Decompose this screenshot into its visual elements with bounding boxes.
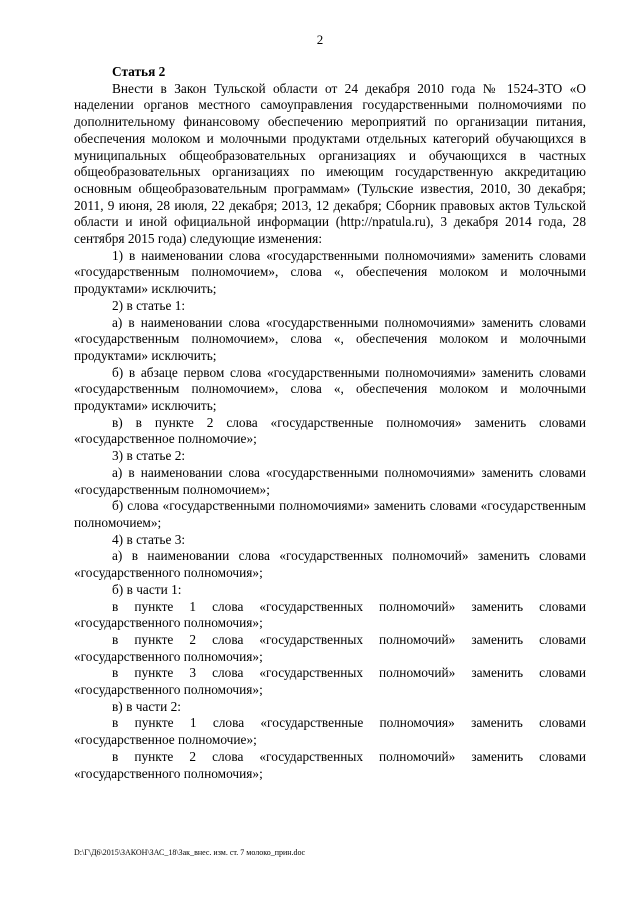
file-path-footer: D:\Г\Д6\2015\ЗАКОН\ЗАС_18\Зак_внес. изм. ст. 7 молоко_прин.doc	[74, 848, 306, 857]
list-item: а) в наименовании слова «государственными полномочиями» заменить словами «государственным полномочием», слова «, обеспечения молоком и молочными продуктами» исключить;	[74, 314, 586, 363]
list-item: 3) в статье 2:	[112, 448, 186, 464]
list-item: б) слова «государственными полномочиями» заменить словами «государственным полномочием»;	[74, 498, 586, 530]
list-item: в пункте 1 слова «государственные полномочия» заменить словами «государственное полномочие»;	[74, 715, 586, 748]
list-item: в пункте 2 слова «государственных полномочий» заменить словами «государственного полномочия»;	[74, 748, 586, 781]
list-item: б) в части 1:	[112, 581, 182, 597]
list-item: б) в абзаце первом слова «государственными полномочиями» заменить словами «государственным полномочием», слова «, обеспечения молоком и молочными продуктами» исключить;	[74, 364, 586, 414]
list-item: а) в наименовании слова «государственных полномочий» заменить словами «государственного полномочия»;	[74, 548, 586, 581]
document-body	[74, 64, 586, 782]
page-number: 2	[316, 32, 324, 47]
list-item: в пункте 3 слова «государственных полномочий» заменить словами «государственного полномочия»;	[74, 665, 586, 698]
list-item: в пункте 1 слова «государственных полномочий» заменить словами «государственного полномочия»;	[74, 598, 586, 631]
article-heading: Статья 2	[112, 64, 166, 79]
list-item: а) в наименовании слова «государственными полномочиями» заменить словами «государственным полномочием»;	[74, 464, 586, 497]
list-item: в) в части 2:	[112, 698, 181, 714]
list-item: 2) в статье 1:	[112, 297, 186, 313]
list-item: в пункте 2 слова «государственных полномочий» заменить словами «государственного полномочия»;	[74, 631, 586, 664]
list-item: в) в пункте 2 слова «государственные полномочия» заменить словами «государственное полномочие»;	[74, 414, 586, 447]
list-item: 1) в наименовании слова «государственными полномочиями» заменить словами «государственным полномочием», слова «, обеспечения молоком и молочными продуктами» исключить;	[74, 247, 586, 297]
list-item: 4) в статье 3:	[112, 531, 186, 547]
intro-paragraph: Внести в Закон Тульской области от 24 декабря 2010 года № 1524-ЗТО «О наделении органов местного самоуправления государственными полномочиями по дополнительному финансовому обеспечению мероприятий по организации питания, обеспечения молоком и молочными продуктами отдельных категорий обучающихся в муниципальных общеобразовательных организациях и обучающихся в частных общеобразовательных организациях по имеющим государственную аккредитацию основным общеобразовательным программам» (Тульские известия, 2010, 30 декабря; 2011, 9 июня, 28 июля, 22 декабря; 2013, 12 декабря; Сборник правовых актов Тульской области и иной официальной информации (http://npatula.ru), 3 декабря 2014 года, 28 сентября 2015 года) следующие изменения:	[74, 80, 586, 247]
